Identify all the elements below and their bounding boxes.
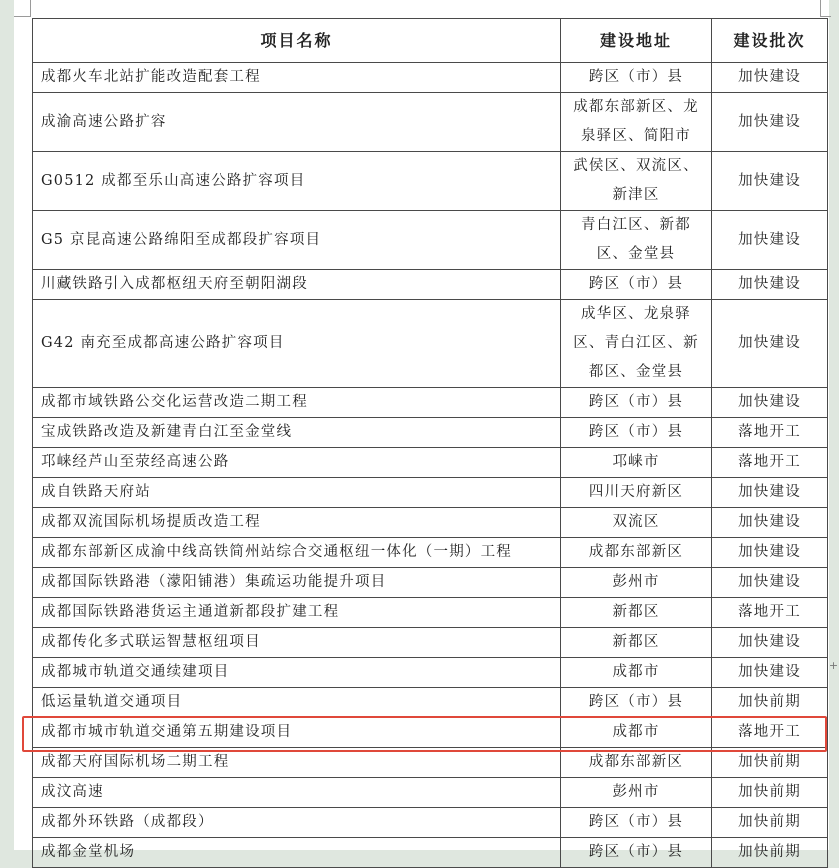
table-row [33, 93, 828, 152]
table-row-highlighted [33, 718, 828, 748]
table-row [33, 628, 828, 658]
batch-cell: 加快建设 [712, 152, 828, 211]
location-cell: 彭州市 [561, 568, 712, 598]
table-row [33, 270, 828, 300]
project-name-cell: G42 南充至成都高速公路扩容项目 [33, 300, 561, 388]
project-name-cell: 低运量轨道交通项目 [33, 688, 561, 718]
project-name-cell: 成汶高速 [33, 778, 561, 808]
table-row [33, 478, 828, 508]
project-name-cell: 成渝高速公路扩容 [33, 93, 561, 152]
project-name-cell: 成都天府国际机场二期工程 [33, 748, 561, 778]
project-name-cell: 成都金堂机场 [33, 838, 561, 868]
project-name-cell: 成都市域铁路公交化运营改造二期工程 [33, 388, 561, 418]
batch-cell: 加快前期 [712, 808, 828, 838]
batch-cell: 加快建设 [712, 508, 828, 538]
location-cell: 成都东部新区 [561, 538, 712, 568]
project-table [32, 18, 828, 868]
batch-cell: 加快建设 [712, 388, 828, 418]
table-row [33, 538, 828, 568]
batch-cell: 加快前期 [712, 778, 828, 808]
batch-cell: 加快建设 [712, 658, 828, 688]
table-row [33, 658, 828, 688]
location-cell: 新都区 [561, 628, 712, 658]
location-cell: 成都东部新区、龙泉驿区、简阳市 [561, 93, 712, 152]
table-row [33, 211, 828, 270]
table-row [33, 598, 828, 628]
location-cell: 成都市 [561, 718, 712, 748]
header-location: 建设地址 [561, 19, 712, 63]
batch-cell: 加快建设 [712, 211, 828, 270]
location-cell: 武侯区、双流区、新津区 [561, 152, 712, 211]
batch-cell: 落地开工 [712, 418, 828, 448]
location-cell: 新都区 [561, 598, 712, 628]
plus-icon[interactable]: + [828, 659, 839, 672]
location-cell: 彭州市 [561, 778, 712, 808]
location-cell: 成华区、龙泉驿区、青白江区、新都区、金堂县 [561, 300, 712, 388]
header-project-name: 项目名称 [33, 19, 561, 63]
project-name-cell: 宝成铁路改造及新建青白江至金堂线 [33, 418, 561, 448]
location-cell: 青白江区、新都区、金堂县 [561, 211, 712, 270]
project-name-cell: 成都国际铁路港货运主通道新都段扩建工程 [33, 598, 561, 628]
batch-cell: 加快建设 [712, 478, 828, 508]
table-row [33, 448, 828, 478]
batch-cell: 加快前期 [712, 838, 828, 868]
location-cell: 成都东部新区 [561, 748, 712, 778]
batch-cell: 加快建设 [712, 270, 828, 300]
location-cell: 邛崃市 [561, 448, 712, 478]
location-cell: 跨区（市）县 [561, 418, 712, 448]
batch-cell: 加快建设 [712, 63, 828, 93]
table-row [33, 63, 828, 93]
location-cell: 双流区 [561, 508, 712, 538]
page-corner-mark-right [820, 0, 831, 17]
project-name-cell: 成都外环铁路（成都段） [33, 808, 561, 838]
project-name-cell: G5 京昆高速公路绵阳至成都段扩容项目 [33, 211, 561, 270]
project-name-cell: 成都传化多式联运智慧枢纽项目 [33, 628, 561, 658]
batch-cell: 加快前期 [712, 688, 828, 718]
batch-cell: 加快前期 [712, 748, 828, 778]
table-row [33, 838, 828, 868]
location-cell: 成都市 [561, 658, 712, 688]
location-cell: 跨区（市）县 [561, 63, 712, 93]
project-name-cell: 成都东部新区成渝中线高铁简州站综合交通枢纽一体化（一期）工程 [33, 538, 561, 568]
table-row [33, 778, 828, 808]
batch-cell: 加快建设 [712, 93, 828, 152]
batch-cell: 落地开工 [712, 718, 828, 748]
project-name-cell: 成都市城市轨道交通第五期建设项目 [33, 718, 561, 748]
table-row [33, 300, 828, 388]
table-row [33, 688, 828, 718]
location-cell: 跨区（市）县 [561, 688, 712, 718]
project-name-cell: 成都双流国际机场提质改造工程 [33, 508, 561, 538]
table-row [33, 568, 828, 598]
location-cell: 跨区（市）县 [561, 838, 712, 868]
table-row [33, 748, 828, 778]
project-name-cell: 成都城市轨道交通续建项目 [33, 658, 561, 688]
project-name-cell: 成自铁路天府站 [33, 478, 561, 508]
location-cell: 跨区（市）县 [561, 388, 712, 418]
batch-cell: 落地开工 [712, 598, 828, 628]
batch-cell: 落地开工 [712, 448, 828, 478]
project-name-cell: 成都国际铁路港（濛阳铺港）集疏运功能提升项目 [33, 568, 561, 598]
page-corner-mark-left [14, 0, 31, 17]
project-name-cell: G0512 成都至乐山高速公路扩容项目 [33, 152, 561, 211]
header-batch: 建设批次 [712, 19, 828, 63]
table-row [33, 418, 828, 448]
location-cell: 四川天府新区 [561, 478, 712, 508]
batch-cell: 加快建设 [712, 300, 828, 388]
project-name-cell: 川藏铁路引入成都枢纽天府至朝阳湖段 [33, 270, 561, 300]
batch-cell: 加快建设 [712, 568, 828, 598]
location-cell: 跨区（市）县 [561, 808, 712, 838]
table-row [33, 808, 828, 838]
table-row [33, 388, 828, 418]
table-header-row [33, 19, 828, 63]
batch-cell: 加快建设 [712, 628, 828, 658]
table-row [33, 152, 828, 211]
batch-cell: 加快建设 [712, 538, 828, 568]
location-cell: 跨区（市）县 [561, 270, 712, 300]
project-name-cell: 邛崃经芦山至荥经高速公路 [33, 448, 561, 478]
project-name-cell: 成都火车北站扩能改造配套工程 [33, 63, 561, 93]
table-row [33, 508, 828, 538]
